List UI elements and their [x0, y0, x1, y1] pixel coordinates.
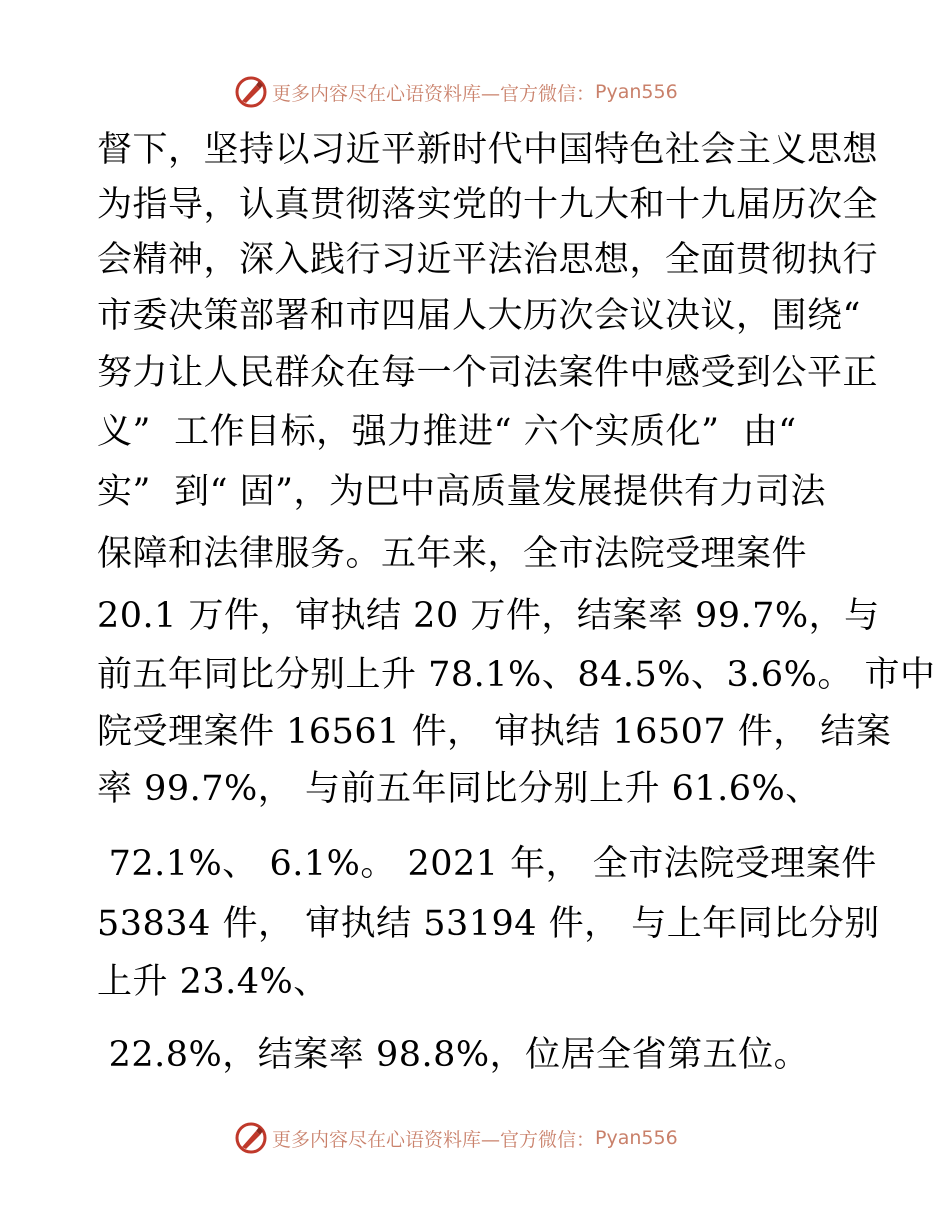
pen-logo-icon — [234, 75, 268, 109]
watermark-wechat-id: Pyan556 — [595, 1127, 678, 1149]
body-line: 为指导，认真贯彻落实党的十九大和十九届历次全 — [97, 185, 879, 225]
watermark-text: 更多内容尽在心语资料库—官方微信： — [272, 82, 596, 105]
pen-logo-icon — [234, 1121, 268, 1155]
body-line: 会精神，深入践行习近平法治思想，全面贯彻执行 — [97, 240, 879, 280]
body-line: 上升 23.4%、 — [97, 962, 329, 1002]
watermark-wechat-id: Pyan556 — [595, 81, 678, 103]
body-line: 市委决策部署和市四届人大历次会议决议，围绕“ — [97, 296, 861, 336]
body-line: 22.8%，结案率 98.8%，位居全省第五位。 — [97, 1035, 810, 1075]
body-line: 53834 件， 审执结 53194 件， 与上年同比分别 — [97, 904, 880, 944]
body-line: 前五年同比分别上升 78.1%、84.5%、3.6%。 市中 — [97, 655, 936, 695]
header-watermark — [0, 72, 950, 112]
body-line: 72.1%、 6.1%。 2021 年， 全市法院受理案件 — [97, 844, 877, 884]
watermark-text: 更多内容尽在心语资料库—官方微信： — [272, 1128, 596, 1151]
body-line: 实” 到“ 固”，为巴中高质量发展提供有力司法 — [97, 472, 827, 512]
body-line: 义” 工作目标，强力推进“ 六个实质化” 由“ — [97, 412, 797, 452]
body-line: 保障和法律服务。五年来，全市法院受理案件 — [97, 534, 808, 574]
footer-watermark — [0, 1118, 950, 1158]
body-line: 努力让人民群众在每一个司法案件中感受到公平正 — [97, 353, 879, 393]
body-line: 督下，坚持以习近平新时代中国特色社会主义思想 — [97, 130, 879, 170]
body-line: 院受理案件 16561 件， 审执结 16507 件， 结案 — [97, 712, 892, 752]
body-line: 率 99.7%， 与前五年同比分别上升 61.6%、 — [97, 769, 821, 809]
body-line: 20.1 万件，审执结 20 万件，结案率 99.7%，与 — [97, 596, 880, 636]
